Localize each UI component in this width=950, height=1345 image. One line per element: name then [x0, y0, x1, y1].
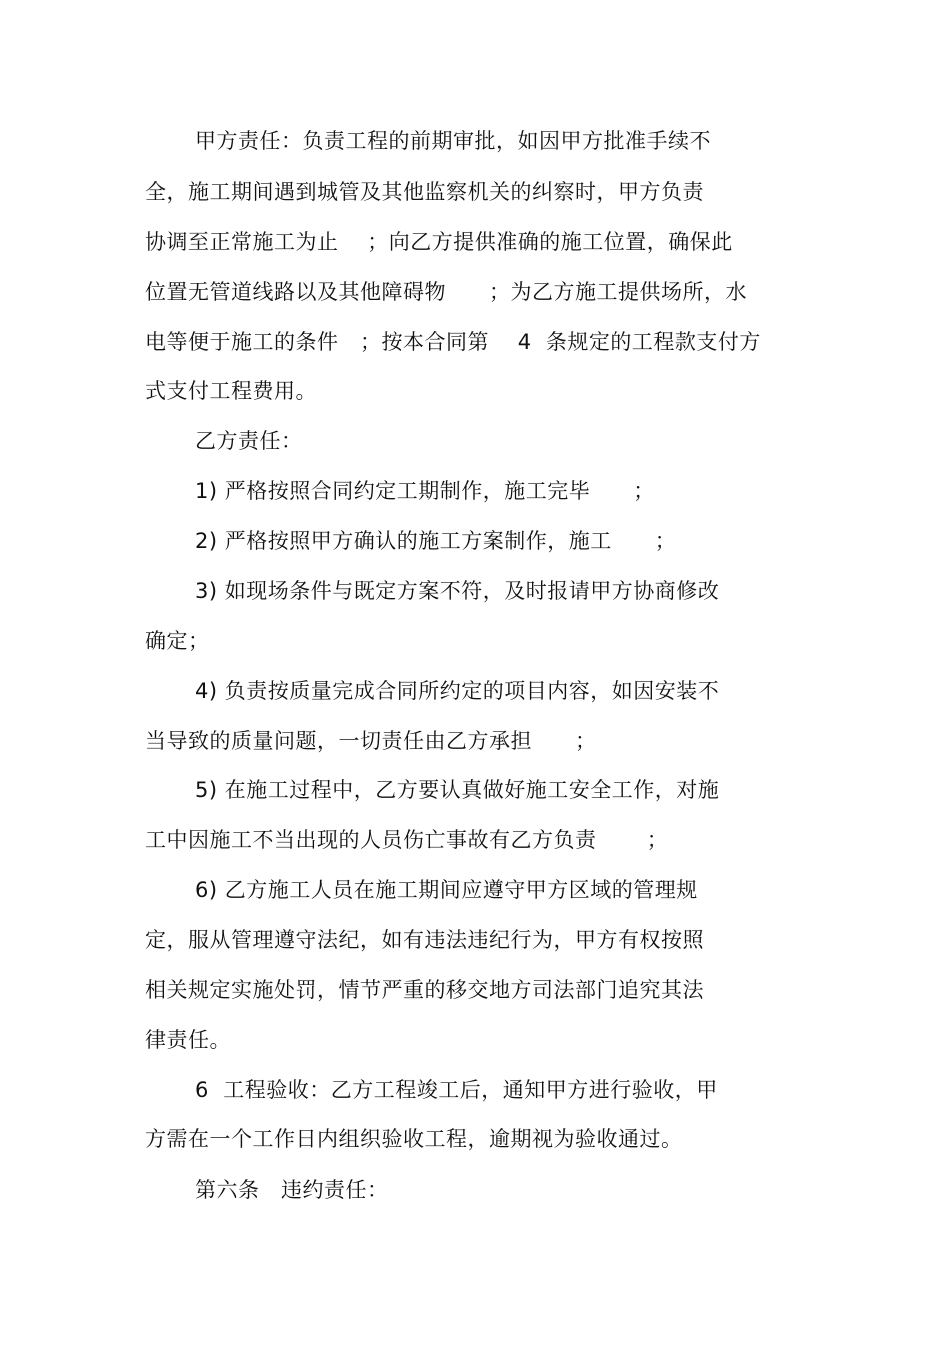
- text-line: 当导致的质量问题，一切责任由乙方承担 ；: [145, 729, 597, 753]
- text-line: 工中因施工不当出现的人员伤亡事故有乙方负责 ；: [145, 828, 669, 852]
- text-line: 确定；: [145, 629, 210, 653]
- text-line: 式支付工程费用。: [145, 379, 317, 403]
- list-item: 6) 乙方施工人员在施工期间应遵守甲方区域的管理规: [195, 878, 698, 902]
- text-line: 6 工程验收：乙方工程竣工后，通知甲方进行验收，甲: [195, 1078, 718, 1102]
- text-line: 相关规定实施处罚，情节严重的移交地方司法部门追究其法: [145, 978, 704, 1002]
- text-line: 电等便于施工的条件 ；按本合同第 4 条规定的工程款支付方: [145, 330, 761, 354]
- text-line: 甲方责任：负责工程的前期审批，如因甲方批准手续不: [195, 129, 711, 153]
- text-line: 定，服从管理遵守法纪，如有违法违纪行为，甲方有权按照: [145, 928, 704, 952]
- text-line: 全，施工期间遇到城管及其他监察机关的纠察时，甲方负责: [145, 180, 704, 204]
- text-line: 协调至正常施工为止 ；向乙方提供准确的施工位置，确保此: [145, 230, 733, 254]
- list-item: 2) 严格按照甲方确认的施工方案制作，施工 ；: [195, 529, 677, 553]
- article-heading: 第六条 违约责任：: [195, 1178, 389, 1202]
- list-item: 3) 如现场条件与既定方案不符，及时报请甲方协商修改: [195, 579, 720, 603]
- text-line: 方需在一个工作日内组织验收工程，逾期视为验收通过。: [145, 1127, 683, 1151]
- list-item: 1) 严格按照合同约定工期制作，施工完毕 ；: [195, 479, 655, 503]
- section-heading: 乙方责任：: [195, 429, 303, 453]
- text-line: 律责任。: [145, 1028, 231, 1052]
- list-item: 4) 负责按质量完成合同所约定的项目内容，如因安装不: [195, 679, 720, 703]
- text-line: 位置无管道线路以及其他障碍物 ；为乙方施工提供场所，水: [145, 280, 748, 304]
- list-item: 5) 在施工过程中，乙方要认真做好施工安全工作，对施: [195, 778, 720, 802]
